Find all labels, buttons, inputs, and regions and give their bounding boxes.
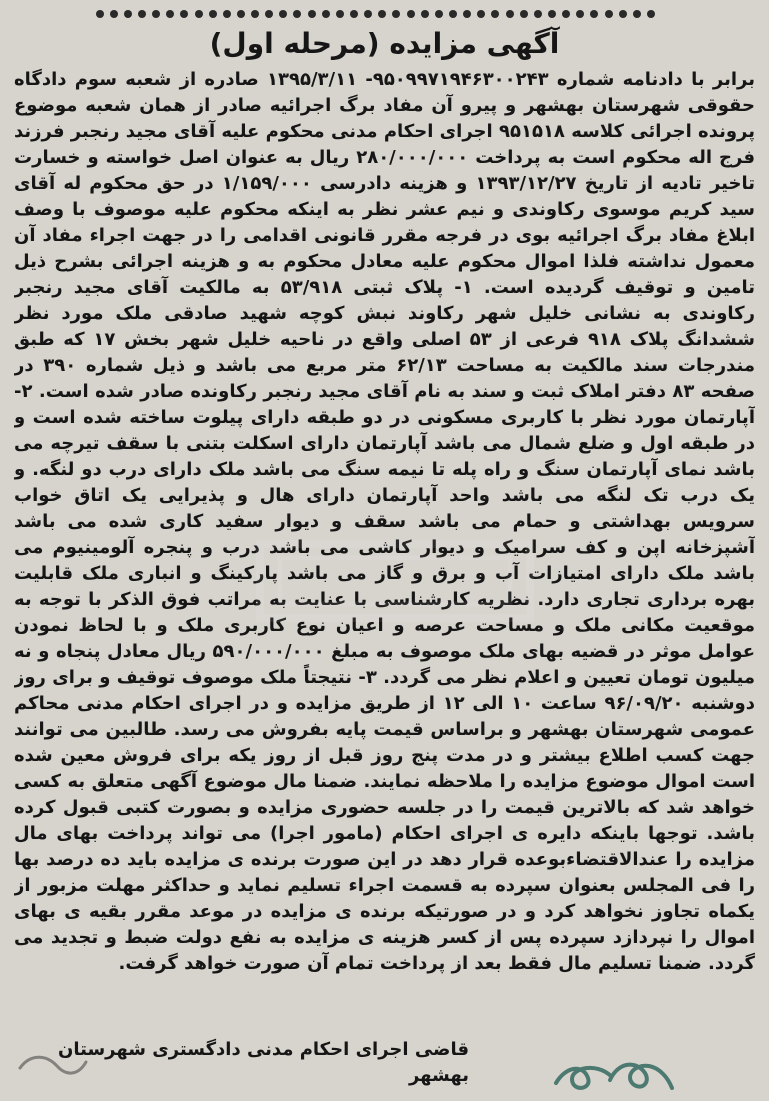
notice-body: [14, 67, 755, 1059]
decorative-top-border: [95, 8, 655, 20]
notice-signature: قاضی اجرای احکام مدنی دادگستری شهرستان بهشهر: [58, 1039, 469, 1086]
notice-title: آگهی مزایده (مرحله اول): [209, 27, 560, 60]
bottom-left-mark: [12, 1046, 92, 1086]
handwritten-seal-mark: [548, 1048, 678, 1098]
notice-body-paragraph: برابر با دادنامه شماره ۹۵۰۹۹۷۱۹۴۶۳۰۰۲۴۳- ۱۳۹۵/۳/۱۱ صادره از شعبه سوم دادگاه حقوقی شهرستان بهشهر و پیرو آن مفاد برگ اجرائیه صادر از همان شعبه موضوع پرونده اجرائی کلاسه ۹۵۱۵۱۸ اجرای احکام مدنی محکوم علیه آقای مجید رنجبر فرزند فرج اله محکوم است به پرداخت ۲۸۰/۰۰۰/۰۰۰ ریال به عنوان اصل خواسته و خسارت تاخیر تادیه از تاریخ ۱۳۹۳/۱۲/۲۷ و هزینه دادرسی ۱/۱۵۹/۰۰۰ در حق محکوم له آقای سید کریم موسوی رکاوندی و نیم عشر نظر به اینکه محکوم علیه موصوف با وصف ابلاغ مفاد برگ اجرائیه بوی در فرجه مقرر قانونی اقدامی را در جهت اجراء مفاد آن معمول نداشته فلذا اموال محکوم علیه معادل محکوم به و هزینه اجرائی بشرح ذیل تامین و توقیف گردیده است. ۱- پلاک ثبتی ۵۳/۹۱۸ به مالکیت آقای مجید رنجبر رکاوندی به نشانی خلیل شهر رکاوند نبش کوچه شهید صادقی ملک مورد نظر ششدانگ پلاک ۹۱۸ فرعی از ۵۳ اصلی واقع در ناحیه خلیل شهر بخش ۱۷ که طبق مندرجات سند مالکیت به مساحت ۶۲/۱۳ متر مربع می باشد و ذیل شماره ۳۹۰ در صفحه ۸۳ دفتر املاک ثبت و سند به نام آقای مجید رنجبر رکاونده صادر شده است. ۲- آپارتمان مورد نظر با کاربری مسکونی در دو طبقه دارای پیلوت ساخته شده است و در طبقه اول و ضلع شمال می باشد آپارتمان دارای اسکلت بتنی با سقف تیرچه می باشد نمای آپارتمان سنگ و راه پله تا نیمه سنگ می باشد ملک دارای درب دو لنگه. و یک درب تک لنگه می باشد واحد آپارتمان دارای هال و پذیرایی یک اتاق خواب سرویس بهداشتی و حمام می باشد سقف و دیوار سفید کاری شده می باشد آشپزخانه اپن و کف سرامیک و دیوار کاشی می باشد درب و پنجره آلومینیوم می باشد ملک دارای امتیازات آب و برق و گاز می باشد پارکینگ و انباری ملک قابلیت بهره برداری تجاری دارد. نظریه کارشناسی با عنایت به مراتب فوق الذکر با توجه به موقعیت مکانی ملک و مساحت عرصه و اعیان نوع کاربری ملک و با لحاظ نمودن عوامل موثر در قضیه بهای ملک موصوف به مبلغ ۵۹۰/۰۰۰/۰۰۰ ریال معادل پنجاه و نه میلیون تومان تعیین و اعلام نظر می گردد. ۳- نتیجتاً ملک موصوف توقیف و برای روز دوشنبه ۹۶/۰۹/۲۰ ساعت ۱۰ الی ۱۲ از طریق مزایده و در اجرای احکام مدنی محاکم عمومی شهرستان بهشهر و براساس قیمت پایه بفروش می رسد. طالبین می توانند جهت کسب اطلاع بیشتر و در مدت پنج روز قبل از روز یکه برای فروش معین شده است اموال موضوع مزایده را ملاحظه نمایند. ضمنا مال موضوع آگهی متعلق به کسی خواهد شد که بالاترین قیمت را در جلسه حضوری مزایده و بصورت کتبی قبول کرده باشد. توجها باینکه دایره ی اجرای احکام (مامور اجرا) می تواند پرداخت بهای مال مزایده را عندالاقتضاءبوعده قرار دهد در این صورت برنده ی مزایده باید ده درصد بها را فی المجلس بعنوان سپرده به قسمت اجراء تسلیم نماید و حداکثر مهلت مزبور از یکماه تجاوز نخواهد کرد و در صورتیکه برنده ی مزایده در موعد مقرر بقیه ی بهای اموال را نپردازد سپرده پس از کسر هزینه ی مزایده به نفع دولت ضبط و تجدید می گردد. ضمنا تسلیم مال فقط بعد از پرداخت تمام آن صورت خواهد گرفت.: [14, 69, 755, 974]
